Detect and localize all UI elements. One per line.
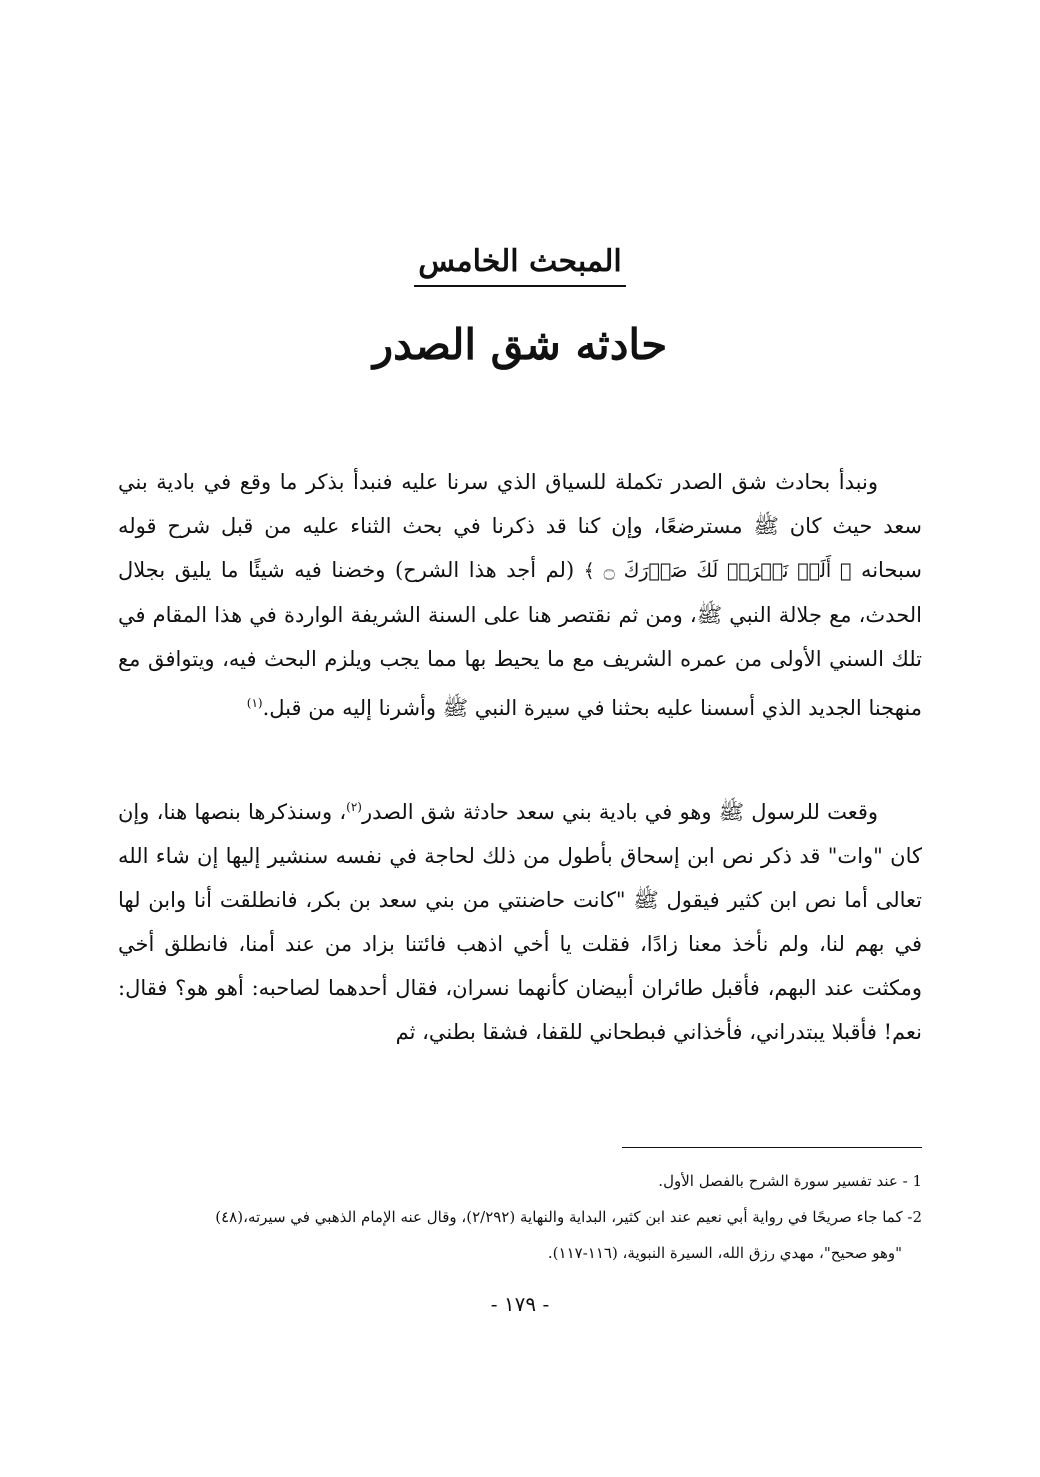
paragraph-2-text-a: وقعت للرسول ﷺ وهو في بادية بني سعد حادثة شق الصدر — [361, 800, 879, 824]
chapter-title: حادثه شق الصدر — [372, 320, 668, 369]
paragraph-1-text-a: ونبدأ بحادث شق الصدر تكملة للسياق الذي سرنا عليه فنبدأ بذكر ما وقع في بادية بني سعد حيث كان ﷺ مسترضعًا، وإن كنا قد ذكرنا في بحث الثناء عليه من قبل شرح قوله سبحانه — [118, 470, 922, 582]
footnote-separator — [622, 1147, 922, 1148]
paragraph-2 — [118, 785, 922, 1054]
section-label — [0, 244, 1040, 287]
paragraph-2-text-b: ، وسنذكرها بنصها هنا، وإن كان "وات" قد ذكر نص ابن إسحاق بأطول من ذلك لحاجة في نفسه سنشير إليها إن شاء الله تعالى أما نص ابن كثير فيقول ﷺ "كانت حاضنتي من بني سعد بن بكر، فانطلقت أنا وابن لها في بهم لنا، ولم نأخذ معنا زادًا، فقلت يا أخي اذهب فائتنا بزاد من عند أمنا، فانطلق أخي ومكثت عند البهم، فأقبل طائران أبيضان كأنهما نسران، فقال أحدهما لصاحبه: أهو هو؟ فقال: نعم! فأقبلا يبتدراني، فأخذاني فبطحاني للقفا، فشقا بطني، ثم — [118, 800, 922, 1044]
paragraph-1-text-b: (لم أجد هذا الشرح) وخضنا فيه شيئًا ما يليق بجلال الحدث، مع جلالة النبي ﷺ، ومن ثم نقتصر هنا على السنة الشريفة الواردة في هذا المقام في تلك السني الأولى من عمره الشريف مع ما يحيط بها مما يجب ويلزم البحث فيه، ويتوافق مع منهجنا الجديد الذي أسسنا عليه بحثنا في سيرة النبي ﷺ وأشرنا إليه من قبل. — [118, 558, 922, 720]
footnote-2-line-1: 2- كما جاء صريحًا في رواية أبي نعيم عند ابن كثير، البداية والنهاية (٢/٢٩٢)، وقال عنه الإمام الذهبي في سيرته،(٤٨) — [215, 1208, 922, 1226]
section-label-text: المبحث الخامس — [414, 244, 625, 287]
paragraph-1 — [118, 460, 922, 730]
footnote-ref-1[interactable]: (١) — [246, 696, 263, 710]
footnote-2-line-2: "وهو صحيح"، مهدي رزق الله، السيرة النبوية، (١١٦-١١٧). — [547, 1244, 902, 1262]
footnotes — [118, 1166, 922, 1274]
page-number: - ١٧٩ - — [490, 1292, 550, 1316]
quran-verse: ﴿ أَلَمۡ نَشۡرَحۡ لَكَ صَدۡرَكَ ۝ ﴾ — [583, 560, 852, 582]
footnote-ref-2[interactable]: (٢) — [346, 800, 362, 814]
footnote-1: 1 - عند تفسير سورة الشرح بالفصل الأول. — [658, 1172, 922, 1190]
